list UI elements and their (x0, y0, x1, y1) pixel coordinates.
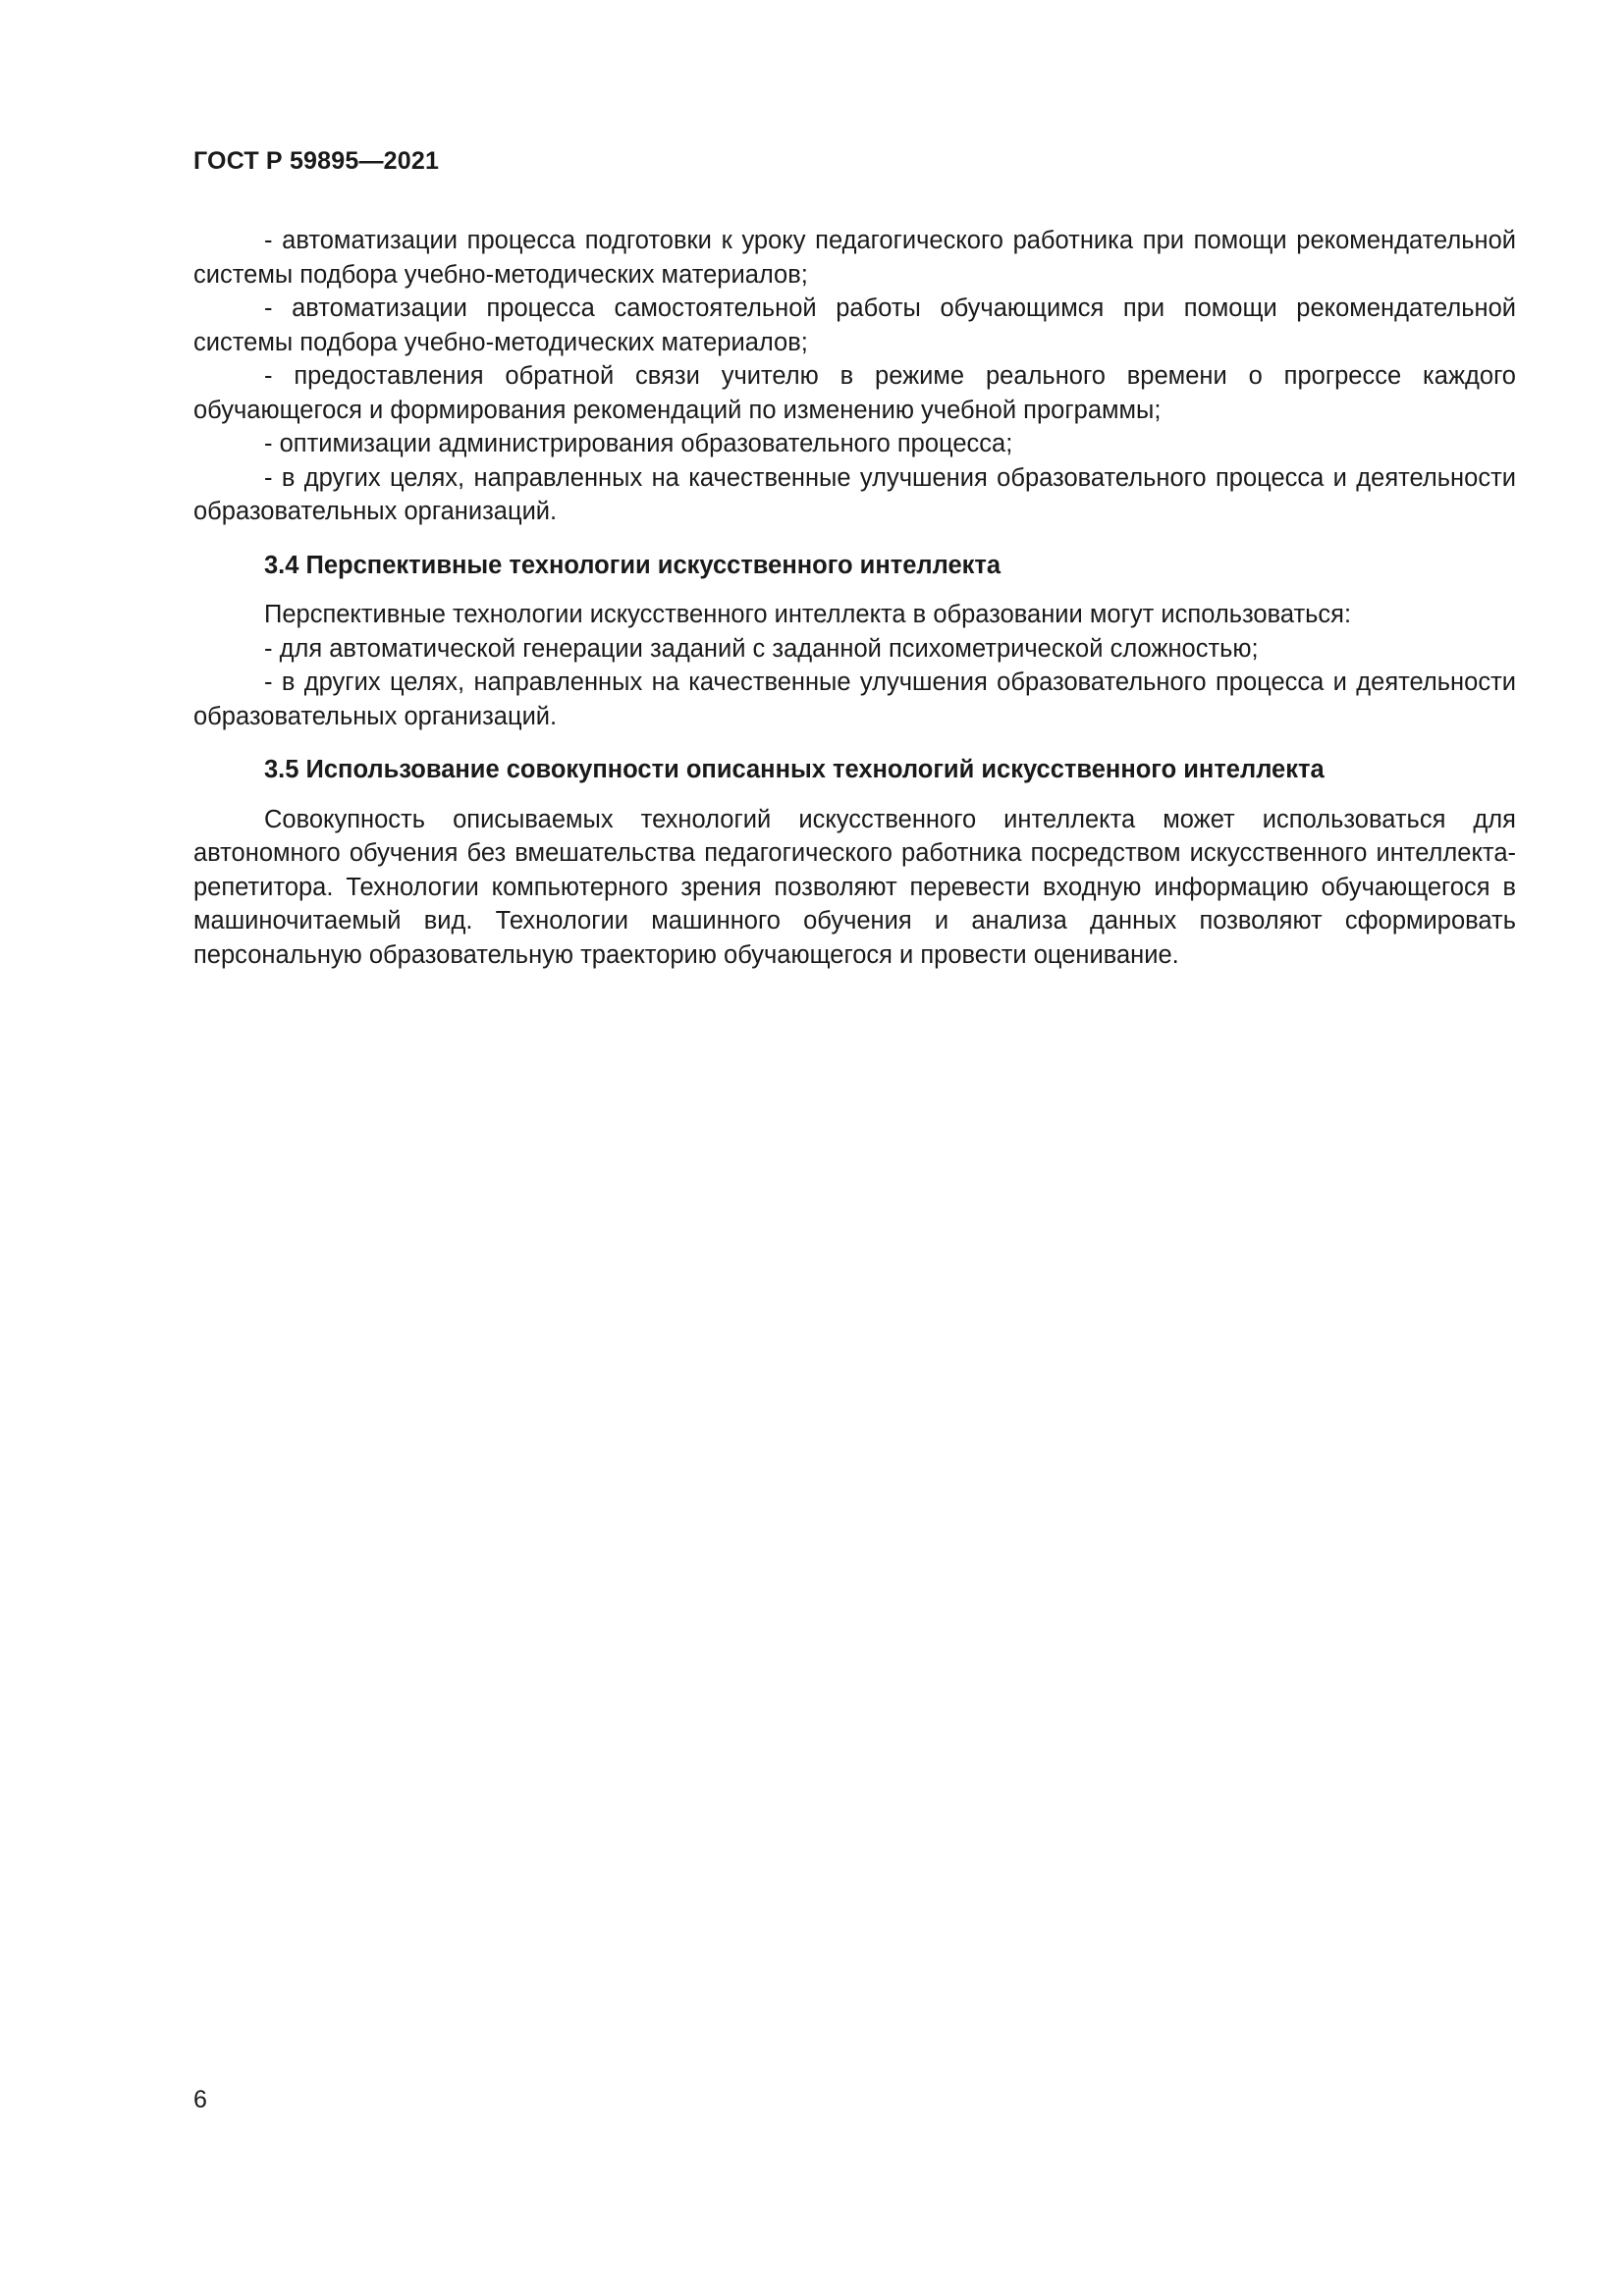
list-item: - автоматизации процесса подготовки к уроку педагогического работника при помощи рекомендательной системы подбора учебно-методических материалов; (193, 227, 1516, 289)
section-heading-3-4: 3.4 Перспективные технологии искусственного интеллекта (264, 551, 1001, 579)
list-item: - автоматизации процесса самостоятельной работы обучающимся при помощи рекомендательной системы подбора учебно-методических материалов; (193, 294, 1516, 356)
list-item: - предоставления обратной связи учителю в режиме реального времени о прогрессе каждого обучающегося и формирования рекомендаций по изменению учебной программы; (193, 362, 1516, 424)
section-3-4-intro: Перспективные технологии искусственного интеллекта в образовании могут использоваться: (264, 601, 1352, 628)
list-item: - в других целях, направленных на качественные улучшения образовательного процесса и деятельности образовательных организаций. (193, 668, 1516, 730)
list-item: - оптимизации администрирования образовательного процесса; (264, 430, 1013, 457)
page-header: ГОСТ Р 59895—2021 (193, 147, 440, 175)
section-3-5-paragraph: Совокупность описываемых технологий искусственного интеллекта может использоваться для автономного обучения без вмешательства педагогического работника посредством искусственного интеллекта-репетитора. Технологии компьютерного зрения позволяют перевести входную информацию обучающегося в машиночитаемый вид. Технологии машинного обучения и анализа данных позволяют сформировать персональную образовательную траекторию обучающегося и провести оценивание. (193, 805, 1516, 969)
section-heading-3-5: 3.5 Использование совокупности описанных технологий искусственного интеллекта (264, 756, 1325, 783)
page-content (193, 224, 1516, 972)
list-item: - для автоматической генерации заданий с заданной психометрической сложностью; (264, 634, 1259, 663)
page-number: 6 (193, 2086, 207, 2113)
list-item: - в других целях, направленных на качественные улучшения образовательного процесса и деятельности образовательных организаций. (193, 463, 1516, 525)
